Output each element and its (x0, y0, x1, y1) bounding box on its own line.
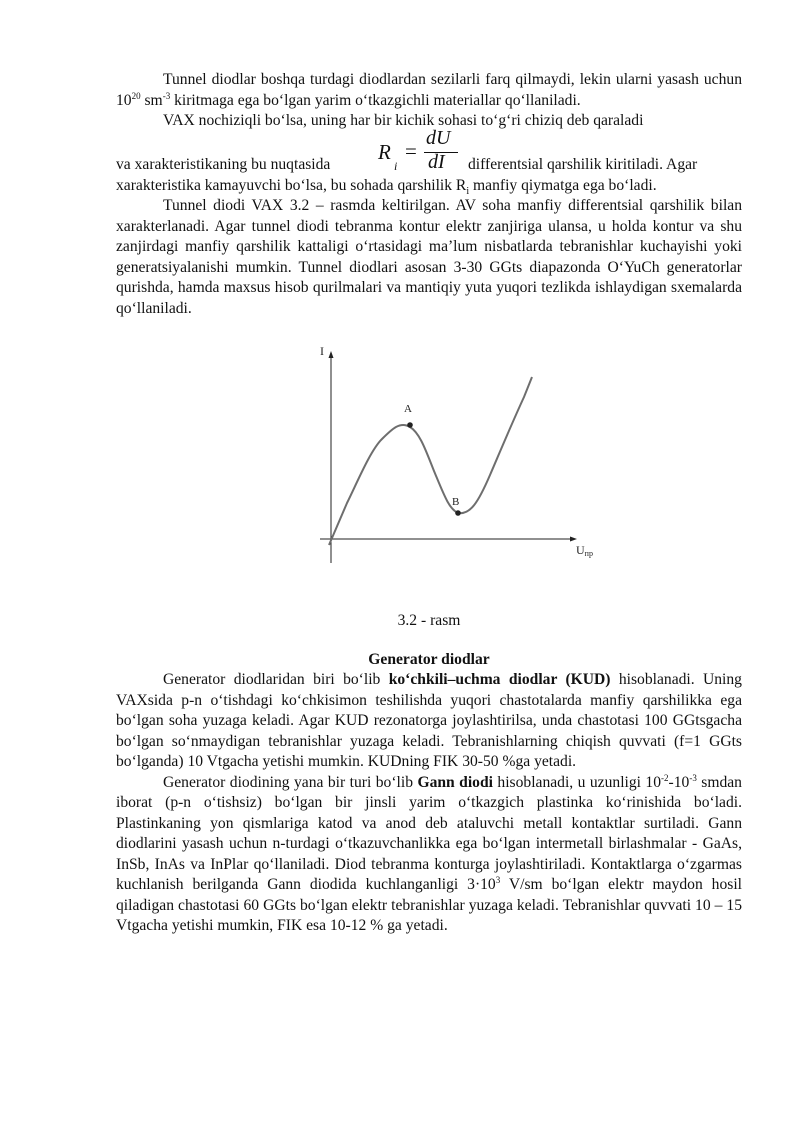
differential-resistance-formula: R i = dU dI (378, 132, 466, 176)
y-axis-label: I (320, 344, 324, 358)
x-axis-label: Uпр (576, 543, 593, 558)
document-page (116, 70, 742, 937)
section-heading: Generator diodlar (368, 650, 490, 668)
figure-caption: 3.2 - rasm (397, 612, 461, 629)
point-a-label: A (404, 403, 412, 415)
paragraph-vax-rest: xarakteristika kamayuvchi bo‘lsa, bu sohada qarshilik $R_i$ manfiy qiymatga ega bo‘ladi. (116, 176, 657, 197)
y-axis-arrow (329, 351, 334, 358)
paragraph-tunnel-vax: Tunnel diodi VAX 3.2 – rasmda keltirilgan. AV soha manfiy differentsial qarshilik bilan xarakterlanadi. Agar tunnel diodi tebranma kontur elektr zanjiriga ulansa, u holda kontur va shu zanjirdagi manfiy qarshilik kattaligi o‘rtasidagi ma’lum nisbatlarda tebranishlar kuchayishi yoki generatsiyalanishi mumkin. Tunnel diodlari asosan 3-30 GGts diapazonda O‘YuCh generatorlar qurishda, hamda maxsus hisob qurilmalari va mantiqiy yuta yuqori tezlikda ishlaydigan sxemalarda qo‘llaniladi. (116, 197, 742, 317)
formula-line: va xarakteristikaning bu nuqtasida R i = dU dI differentsial qarshilik kiritiladi. Agar (116, 132, 742, 176)
paragraph-vax-line1: VAX nochiziqli bo‘lsa, uning har bir kichik sohasi to‘g‘ri chiziq deb qaraladi (163, 112, 644, 129)
point-a-marker (407, 422, 413, 428)
x-axis-arrow (570, 537, 577, 542)
paragraph-gann: Generator diodining yana bir turi bo‘lib Gann diodi hisoblanadi, u uzunligi $10^{-2}-10^{-3}$ smdan iborat (p-n o‘tishsiz) bo‘lgan bir jinsli yarim o‘tkazgich plastinka ko‘rinishida bo‘ladi. Plastinkaning yon qismlariga katod va anod deb ataluvchi metall kontaktlar surtiladi. Gann diodlarini yasash uchun n-turdagi o‘tkazuvchanlikka ega bo‘lgan intermetall birlashmalar - GaAs, InSb, InAs va InPlar qo‘llaniladi. Diod tebranma konturga joylashtiriladi. Kontaktlarga o‘zgarmas kuchlanish berilganda Gann diodida kuchlanganligi $3\cdot 10^3$ V/sm bo‘lgan elektr maydon hosil qiladigan chastotasi 60 GGts bo‘lgan elektr tebranishlar yuzaga keladi. Tebranishlar quvvati 10 – 15 Vtgacha yetishi mumkin, FIK esa 10-12 % ga yetadi. (116, 772, 742, 934)
point-b-label: B (452, 496, 460, 508)
paragraph-kud: Generator diodlaridan biri bo‘lib ko‘chkili–uchma diodlar (KUD) hisoblanadi. Uning VAXsida p-n o‘tishdagi ko‘chkisimon teshilishda yuqori chastotalarda manfiy qarshilikka ega bo‘lgan soha yuzaga keladi. Agar KUD rezonatorga joylashtirilsa, unda chastotasi 100 GGtsgacha bo‘lgan so‘nmaydigan tebranishlar yuzaga keladi. Tebranishlarning chiqish quvvati (f=1 GGts bo‘lganda) 10 Vtgacha yetishi mumkin. KUDning FIK 30-50 %ga yetadi. (116, 671, 742, 770)
paragraph-tunnel-intro: Tunnel diodlar boshqa turdagi diodlardan sezilarli farq qilmaydi, lekin ularni yasash uchun $10^{20}$ $sm^{-3}$ kiritmaga ega bo‘lgan yarim o‘tkazgichli materiallar qo‘llaniladi. (116, 71, 742, 109)
vax-curve (329, 377, 532, 545)
figure-3-2 (116, 343, 742, 603)
point-b-marker (455, 510, 461, 516)
vax-plot (312, 343, 612, 573)
